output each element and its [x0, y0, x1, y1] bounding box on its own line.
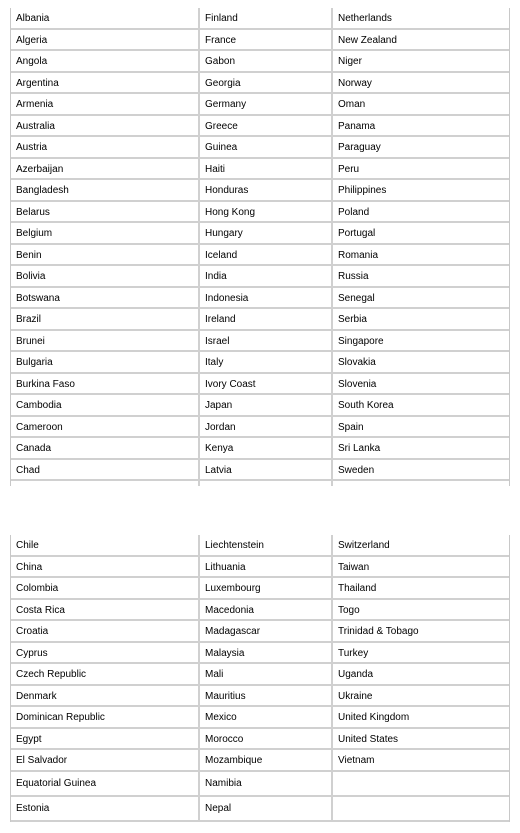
table-cell: Germany — [200, 94, 333, 116]
table-cell: Serbia — [333, 309, 509, 331]
table-edge — [333, 481, 509, 486]
table-cell: Israel — [200, 331, 333, 353]
table-cell: Czech Republic — [11, 664, 200, 686]
table-cell: Spain — [333, 417, 509, 439]
table-cell: Niger — [333, 51, 509, 73]
table-cell: Ireland — [200, 309, 333, 331]
table-cell: France — [200, 30, 333, 52]
table-cell: Egypt — [11, 729, 200, 751]
table-cell: Botswana — [11, 288, 200, 310]
table-cell: Philippines — [333, 180, 509, 202]
table-cell: Nepal — [200, 797, 333, 822]
table-cell: Finland — [200, 8, 333, 30]
table-cell: South Korea — [333, 395, 509, 417]
table-cell: Portugal — [333, 223, 509, 245]
table-cell: Sweden — [333, 460, 509, 482]
table-cell: Morocco — [200, 729, 333, 751]
table-cell: Trinidad & Tobago — [333, 621, 509, 643]
table-cell: Norway — [333, 73, 509, 95]
table-cell: China — [11, 557, 200, 579]
table-cell: Costa Rica — [11, 600, 200, 622]
table-cell: Uganda — [333, 664, 509, 686]
table-cell: Albania — [11, 8, 200, 30]
table-cell: Hong Kong — [200, 202, 333, 224]
table-cell: Brunei — [11, 331, 200, 353]
country-table-2 — [10, 535, 510, 822]
table-cell: Madagascar — [200, 621, 333, 643]
table-cell: Latvia — [200, 460, 333, 482]
table-cell: Bangladesh — [11, 180, 200, 202]
table-cell: United States — [333, 729, 509, 751]
table-cell: Belgium — [11, 223, 200, 245]
table-cell: Guinea — [200, 137, 333, 159]
table-cell: Angola — [11, 51, 200, 73]
table-edge — [11, 481, 200, 486]
table-cell: Azerbaijan — [11, 159, 200, 181]
table-cell: New Zealand — [333, 30, 509, 52]
table-cell: Vietnam — [333, 750, 509, 772]
table-edge — [200, 481, 333, 486]
table-cell: Ukraine — [333, 686, 509, 708]
table-cell: Turkey — [333, 643, 509, 665]
table-cell: Malaysia — [200, 643, 333, 665]
table-cell: Dominican Republic — [11, 707, 200, 729]
table-cell: Russia — [333, 266, 509, 288]
table-cell: Namibia — [200, 772, 333, 797]
table-cell: Honduras — [200, 180, 333, 202]
table-cell: Algeria — [11, 30, 200, 52]
table-cell: Mozambique — [200, 750, 333, 772]
table-cell: Lithuania — [200, 557, 333, 579]
table-cell: Jordan — [200, 417, 333, 439]
table-cell: United Kingdom — [333, 707, 509, 729]
table-cell: Kenya — [200, 438, 333, 460]
table-cell — [333, 772, 509, 797]
table-cell: Liechtenstein — [200, 535, 333, 557]
table-cell: Slovakia — [333, 352, 509, 374]
table-cell: Luxembourg — [200, 578, 333, 600]
table-cell: Equatorial Guinea — [11, 772, 200, 797]
table-cell: Macedonia — [200, 600, 333, 622]
table-cell: Cyprus — [11, 643, 200, 665]
table-cell: Peru — [333, 159, 509, 181]
table-cell: Chile — [11, 535, 200, 557]
table-cell: Sri Lanka — [333, 438, 509, 460]
table-cell: Mauritius — [200, 686, 333, 708]
table-cell: Canada — [11, 438, 200, 460]
table-cell: Mali — [200, 664, 333, 686]
table-cell: Paraguay — [333, 137, 509, 159]
table-cell: Colombia — [11, 578, 200, 600]
table-cell: Croatia — [11, 621, 200, 643]
table-cell: Indonesia — [200, 288, 333, 310]
table-cell: Italy — [200, 352, 333, 374]
table-cell: Greece — [200, 116, 333, 138]
table-cell: Hungary — [200, 223, 333, 245]
table-cell: Benin — [11, 245, 200, 267]
table-cell: Iceland — [200, 245, 333, 267]
table-cell: Belarus — [11, 202, 200, 224]
table-cell: Thailand — [333, 578, 509, 600]
table-cell: Georgia — [200, 73, 333, 95]
table-cell: Bulgaria — [11, 352, 200, 374]
table-cell: Ivory Coast — [200, 374, 333, 396]
table-cell: Togo — [333, 600, 509, 622]
table-cell: India — [200, 266, 333, 288]
table-cell: Bolivia — [11, 266, 200, 288]
table-cell: Austria — [11, 137, 200, 159]
table-cell: Gabon — [200, 51, 333, 73]
table-cell: Australia — [11, 116, 200, 138]
table-cell: Chad — [11, 460, 200, 482]
table-cell: Armenia — [11, 94, 200, 116]
table-cell: Brazil — [11, 309, 200, 331]
table-cell: Slovenia — [333, 374, 509, 396]
table-cell: Denmark — [11, 686, 200, 708]
table-cell: Netherlands — [333, 8, 509, 30]
table-cell: Panama — [333, 116, 509, 138]
table-cell: Cambodia — [11, 395, 200, 417]
table-cell: Taiwan — [333, 557, 509, 579]
table-cell: Haiti — [200, 159, 333, 181]
table-cell: El Salvador — [11, 750, 200, 772]
table-cell: Argentina — [11, 73, 200, 95]
table-cell — [333, 797, 509, 822]
table-cell: Singapore — [333, 331, 509, 353]
table-cell: Mexico — [200, 707, 333, 729]
table-cell: Japan — [200, 395, 333, 417]
table-cell: Burkina Faso — [11, 374, 200, 396]
table-cell: Oman — [333, 94, 509, 116]
table-cell: Romania — [333, 245, 509, 267]
table-cell: Switzerland — [333, 535, 509, 557]
table-cell: Cameroon — [11, 417, 200, 439]
table-cell: Poland — [333, 202, 509, 224]
table-cell: Senegal — [333, 288, 509, 310]
country-table-1 — [10, 8, 510, 486]
table-cell: Estonia — [11, 797, 200, 822]
